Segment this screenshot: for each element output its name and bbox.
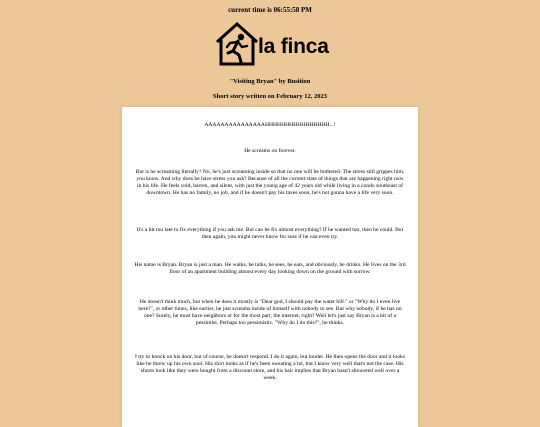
story-paragraph: He doesn't think much, but when he does it mostly is "Dear god, I should pay the water bill." or "Why do I even live here?", or other times, like earlier, he just screams inside of himself with nobody to see. But why nobody, if he has no one? Surely, he must have neighbors or for the most part, the internet, right? Well let's just say Bryan is a bit of a pessimist. Perhaps too pessimistic. "Why do I do this?", he thinks. (138, 299, 402, 327)
story-paragraph: It's a bit too late to fix everything if you ask me. But can he fix almost everything? If he wanted too, then he could. But then again, you might never know for sure if he can even try. (136, 227, 404, 241)
story-paragraph: His name is Bryan. Bryan is just a man. He walks, he talks, he sees, he eats, and obviously, he drinks. He lives on the 3rd floor of an apartment building almost every day looking down on the ground with sorrow. (134, 262, 406, 276)
site-logo-text: la finca (258, 35, 329, 58)
story-date: Short story written on February 12, 2023 (213, 93, 327, 100)
story-paragraph: I try to knock on his door, but of course, he doesn't respond. I do it again, but louder. He then opens the door and it looks like he threw up his own soul. His shirt looks as if he's been sweating a lot, but I know very well that's not the case. His shorts look like they were bought from a discount store, and his hair implies that Bryan hasn't showered well over a week. (134, 354, 405, 382)
story-body (122, 107, 418, 427)
story-paragraph: He screams on forever. (244, 148, 296, 154)
current-time-text: current time is 06:55:58 PM (228, 6, 312, 14)
story-paragraph: But is he screaming literally? No, he's just screaming inside so that no one will be bothered. The stress still grippes him, you know. And why does he have stress you ask? Because of all the current state of things that are happening right now in his life. He feels cold, barren, and silent, with just the young age of 42 years old while living in a condo southeast of downtown. He has no family, no job, and if he doesn't pay his taxes soon, he's not gonna have a life very soon. (135, 169, 405, 197)
story-byline: "Visiting Bryan" by Busition (229, 78, 311, 85)
house-running-man-icon (214, 20, 260, 68)
story-paragraph: AAAAAAAAAAAAAAAHHHHHHHHHHHHHHHH...! (204, 122, 336, 128)
site-logo[interactable] (214, 20, 334, 72)
